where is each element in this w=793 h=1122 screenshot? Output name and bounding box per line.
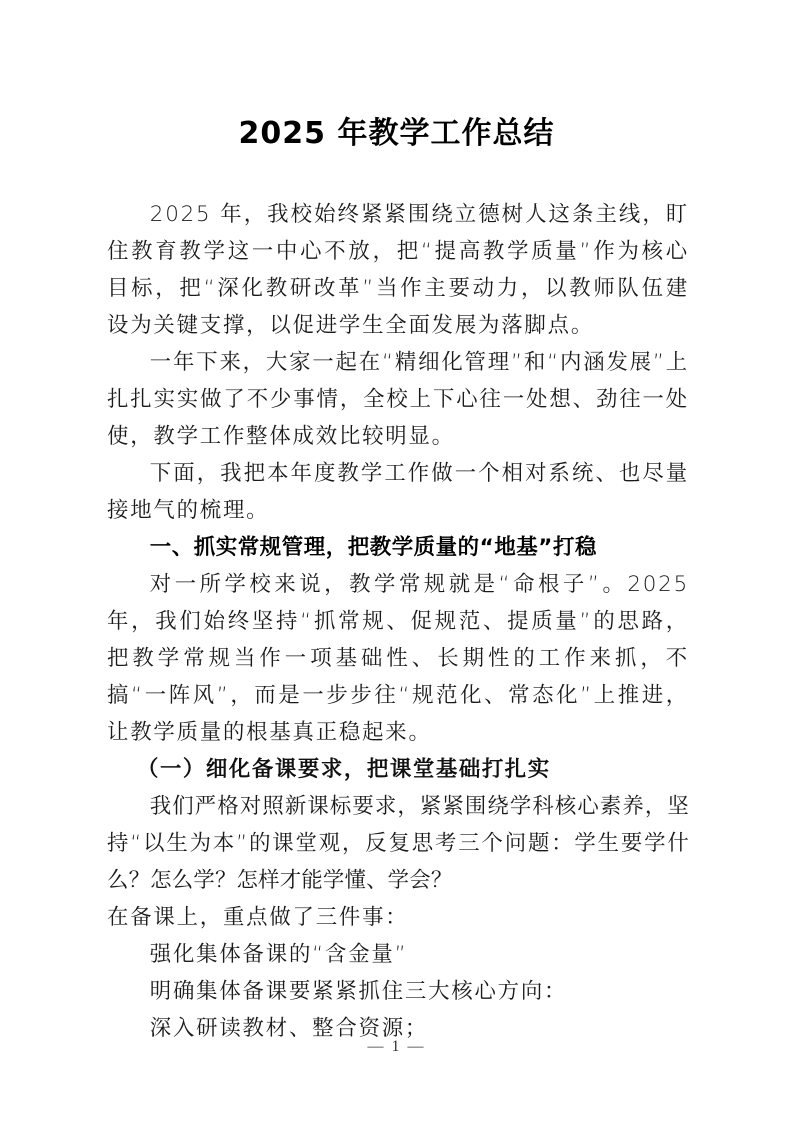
section-heading-1: 一、抓实常规管理，把教学质量的“地基”打稳: [149, 535, 597, 560]
list-item-study-materials: 深入研读教材、整合资源；: [149, 1016, 429, 1041]
list-item-core-directions: 明确集体备课要紧紧抓住三大核心方向：: [149, 979, 568, 1004]
document-title: 2025 年教学工作总结: [238, 116, 555, 151]
paragraph-three-things: 在备课上，重点做了三件事：: [107, 905, 409, 930]
paragraph-lesson-prep: 我们严格对照新课标要求，紧紧围绕学科核心素养，坚持“以生为本”的课堂观，反复思考三个问题：学生要学什么？怎么学？怎样才能学懂、学会？: [107, 794, 689, 893]
paragraph-intro: 2025 年，我校始终紧紧围绕立德树人这条主线，盯住教育教学这一中心不放，把“提高教学质量”作为核心目标，把“深化教研改革”当作主要动力，以教师队伍建设为关键支撑，以促进学生全面发展为落脚点。: [107, 202, 689, 338]
paragraph-routine-management: 对一所学校来说，教学常规就是“命根子”。2025 年，我们始终坚持“抓常规、促规范、提质量”的思路，把教学常规当作一项基础性、长期性的工作来抓，不搞“一阵风”，而是一步步往“规范化、常态化”上推进，让教学质量的根基真正稳起来。: [107, 572, 689, 745]
paragraph-year-summary: 一年下来，大家一起在“精细化管理”和“内涵发展”上扎扎实实做了不少事情，全校上下心往一处想、劲往一处使，教学工作整体成效比较明显。: [107, 350, 689, 449]
subsection-heading-1: （一）细化备课要求，把课堂基础打扎实: [136, 757, 551, 782]
paragraph-overview: 下面，我把本年度教学工作做一个相对系统、也尽量接地气的梳理。: [107, 461, 689, 523]
page-number: — 1 —: [367, 1038, 426, 1055]
list-item-collective-prep: 强化集体备课的“含金量”: [149, 942, 408, 967]
document-body: [107, 196, 689, 1047]
